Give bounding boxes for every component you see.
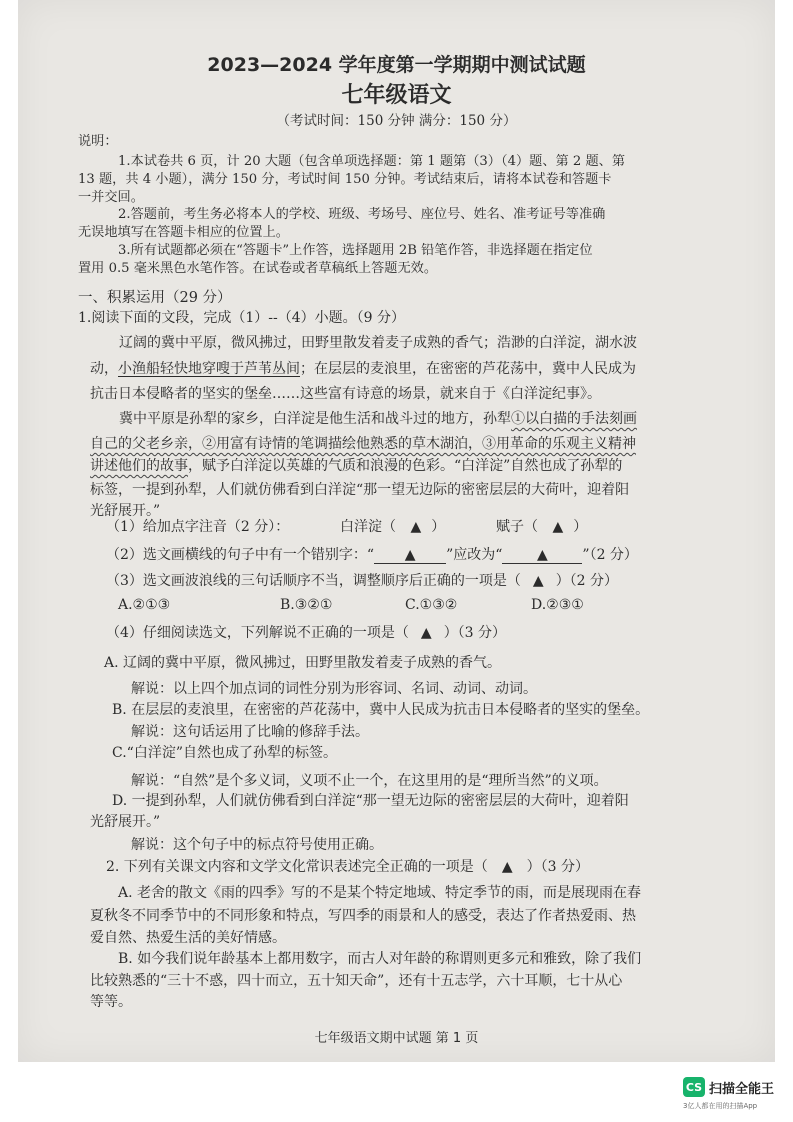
option-explanation: 解说：以上四个加点词的词性分别为形容词、名词、动词、动词。: [131, 681, 537, 697]
question-text: （3）选文画波浪线的三句话顺序不当，调整顺序后正确的一项是（: [106, 573, 521, 589]
pinyin-item: 白洋淀（ ▲ ）: [340, 519, 446, 535]
question-text: （4）仔细阅读选文，下列解说不正确的一项是（: [106, 625, 409, 641]
section-heading: 一、积累运用（29 分）: [78, 290, 232, 306]
pinyin-word: 赋子（: [496, 519, 538, 535]
question-1-stem: 1.阅读下面的文段，完成（1）--（4）小题。（9 分）: [78, 310, 405, 326]
question-1-4: [106, 622, 506, 642]
exam-page: [18, 0, 775, 1062]
exam-title: 2023—2024 学年度第一学期期中测试试题: [207, 54, 586, 76]
question-text: （2）选文画横线的句子中有一个错别字：“: [106, 547, 375, 563]
note-line: 2.答题前，考生务必将本人的学校、班级、考场号、座位号、姓名、准考证号等准确: [118, 207, 606, 222]
option-b: B. 如今我们说年龄基本上都用数字，而古人对年龄的称谓则更多元和雅致，除了我们: [118, 951, 642, 967]
question-text: ”应改为“: [446, 547, 503, 563]
passage-line: 光舒展开。”: [90, 503, 161, 519]
question-text: ）（3 分）: [526, 859, 589, 875]
option-a-cont: 夏秋冬不同季节中的不同形象和特点，写四季的雨景和人的感受，表达了作者热爱雨、热: [90, 908, 636, 924]
question-2: [106, 856, 589, 876]
passage-text: 动，: [90, 361, 118, 377]
option-a-cont: 爱自然、热爱生活的美好情感。: [90, 930, 286, 946]
passage-line: 标签，一提到孙犁，人们就仿佛看到白洋淀“那一望无边际的密密层层的大荷叶，迎着阳: [90, 482, 630, 498]
option-d: D.②③①: [531, 597, 584, 613]
option-c: C.“白洋淀”自然也成了孙犁的标签。: [112, 745, 337, 761]
answer-mark: ▲: [552, 519, 564, 535]
option-c: C.①③②: [405, 597, 458, 613]
scanner-tagline: 3亿人都在用的扫描App: [683, 1102, 758, 1110]
option-b-cont: 等等。: [90, 994, 132, 1010]
note-line: 1.本试卷共 6 页，计 20 大题（包含单项选择题：第 1 题第（3）（4）题、第 2 题、第: [118, 154, 626, 169]
passage-line: [90, 358, 636, 378]
answer-mark: ▲: [420, 625, 432, 641]
option-d: D. 一提到孙犁，人们就仿佛看到白洋淀“那一望无边际的密密层层的大荷叶，迎着阳: [112, 793, 629, 809]
question-text: ）（3 分）: [443, 625, 507, 641]
option-a: A. 老舍的散文《雨的四季》写的不是某个特定地域、特定季节的雨，而是展现雨在春: [118, 885, 642, 901]
camscanner-logo-icon: CS: [683, 1077, 705, 1097]
wavy-sentence: 讲述他们的故事: [90, 458, 188, 474]
question-text: 2. 下列有关课文内容和文学文化常识表述完全正确的一项是（: [106, 859, 488, 875]
option-a: A.②①③: [118, 597, 171, 613]
passage-line: [119, 408, 637, 428]
option-a: A. 辽阔的冀中平原，微风拂过，田野里散发着麦子成熟的香气。: [104, 655, 502, 671]
answer-mark: ▲: [410, 519, 422, 535]
answer-mark: ▲: [537, 547, 548, 563]
question-1-2: [106, 544, 638, 564]
answer-mark: ▲: [404, 547, 416, 563]
option-d-cont: 光舒展开。”: [90, 814, 161, 830]
note-line: 无误地填写在答题卡相应的位置上。: [78, 225, 289, 240]
passage-line: 抗击日本侵略者的坚实的堡垒……这些富有诗意的场景，就来自于《白洋淀纪事》。: [90, 386, 601, 402]
underlined-sentence: 小渔船轻快地穿嗖于芦苇丛间: [118, 361, 300, 377]
option-explanation: 解说：这个句子中的标点符号使用正确。: [131, 837, 383, 853]
option-explanation: 解说：这句话运用了比喻的修辞手法。: [131, 724, 369, 740]
question-1-1: （1）给加点字注音（2 分）：: [106, 519, 290, 535]
passage-text: 冀中平原是孙犁的家乡，白洋淀是他生活和战斗过的地方，孙犁: [119, 411, 511, 427]
passage-line: 辽阔的冀中平原，微风拂过，田野里散发着麦子成熟的香气；浩渺的白洋淀，湖水波: [119, 335, 637, 351]
passage-text: ，赋予白洋淀以英雄的气质和浪漫的色彩。“白洋淀”自然也成了孙犁的: [188, 458, 623, 474]
note-line: 置用 0.5 毫米黑色水笔作答。在试卷或者草稿纸上答题无效。: [78, 261, 438, 276]
scanner-app-name: 扫描全能王: [709, 1082, 775, 1097]
answer-mark: ▲: [501, 859, 513, 875]
notes-label: 说明：: [78, 134, 118, 149]
passage-line: [90, 455, 622, 475]
option-b: B.③②①: [280, 597, 333, 613]
answer-mark: ▲: [532, 573, 544, 589]
pinyin-item: 赋子（ ▲ ）: [496, 519, 588, 535]
page-footer: 七年级语文期中试题 第 1 页: [314, 1031, 479, 1046]
question-1-3: [106, 570, 618, 590]
option-b-cont: 比较熟悉的“三十不惑，四十而立，五十知天命”，还有十五志学，六十耳顺，七十从心: [90, 973, 623, 989]
wavy-sentence: ①以白描的手法刻画: [511, 411, 637, 427]
passage-text: ；在层层的麦浪里，在密密的芦花荡中，冀中人民成为: [300, 361, 636, 377]
option-b: B. 在层层的麦浪里，在密密的芦花荡中，冀中人民成为抗击日本侵略者的坚实的堡垒。: [112, 702, 650, 718]
note-line: 3.所有试题都必须在“答题卡”上作答，选择题用 2B 铅笔作答，非选择题在指定位: [118, 243, 593, 258]
question-text: ”（2 分）: [582, 547, 638, 563]
exam-subject: 七年级语文: [341, 82, 452, 108]
passage-line: [90, 433, 636, 453]
note-line: 一并交回。: [78, 190, 144, 205]
wavy-sentence: 自己的父老乡亲，②用富有诗情的笔调描绘他熟悉的草木湖泊，③用革命的乐观主义精神: [90, 436, 636, 452]
option-explanation: 解说：“自然”是个多义词，义项不止一个，在这里用的是“理所当然”的义项。: [131, 773, 608, 789]
note-line: 13 题，共 4 小题），满分 150 分，考试时间 150 分钟。考试结束后，请将本试卷和答题卡: [78, 172, 612, 187]
question-text: ）（2 分）: [555, 573, 619, 589]
exam-time-info: （考试时间：150 分钟 满分：150 分）: [276, 113, 517, 129]
pinyin-word: 白洋淀（: [340, 519, 396, 535]
